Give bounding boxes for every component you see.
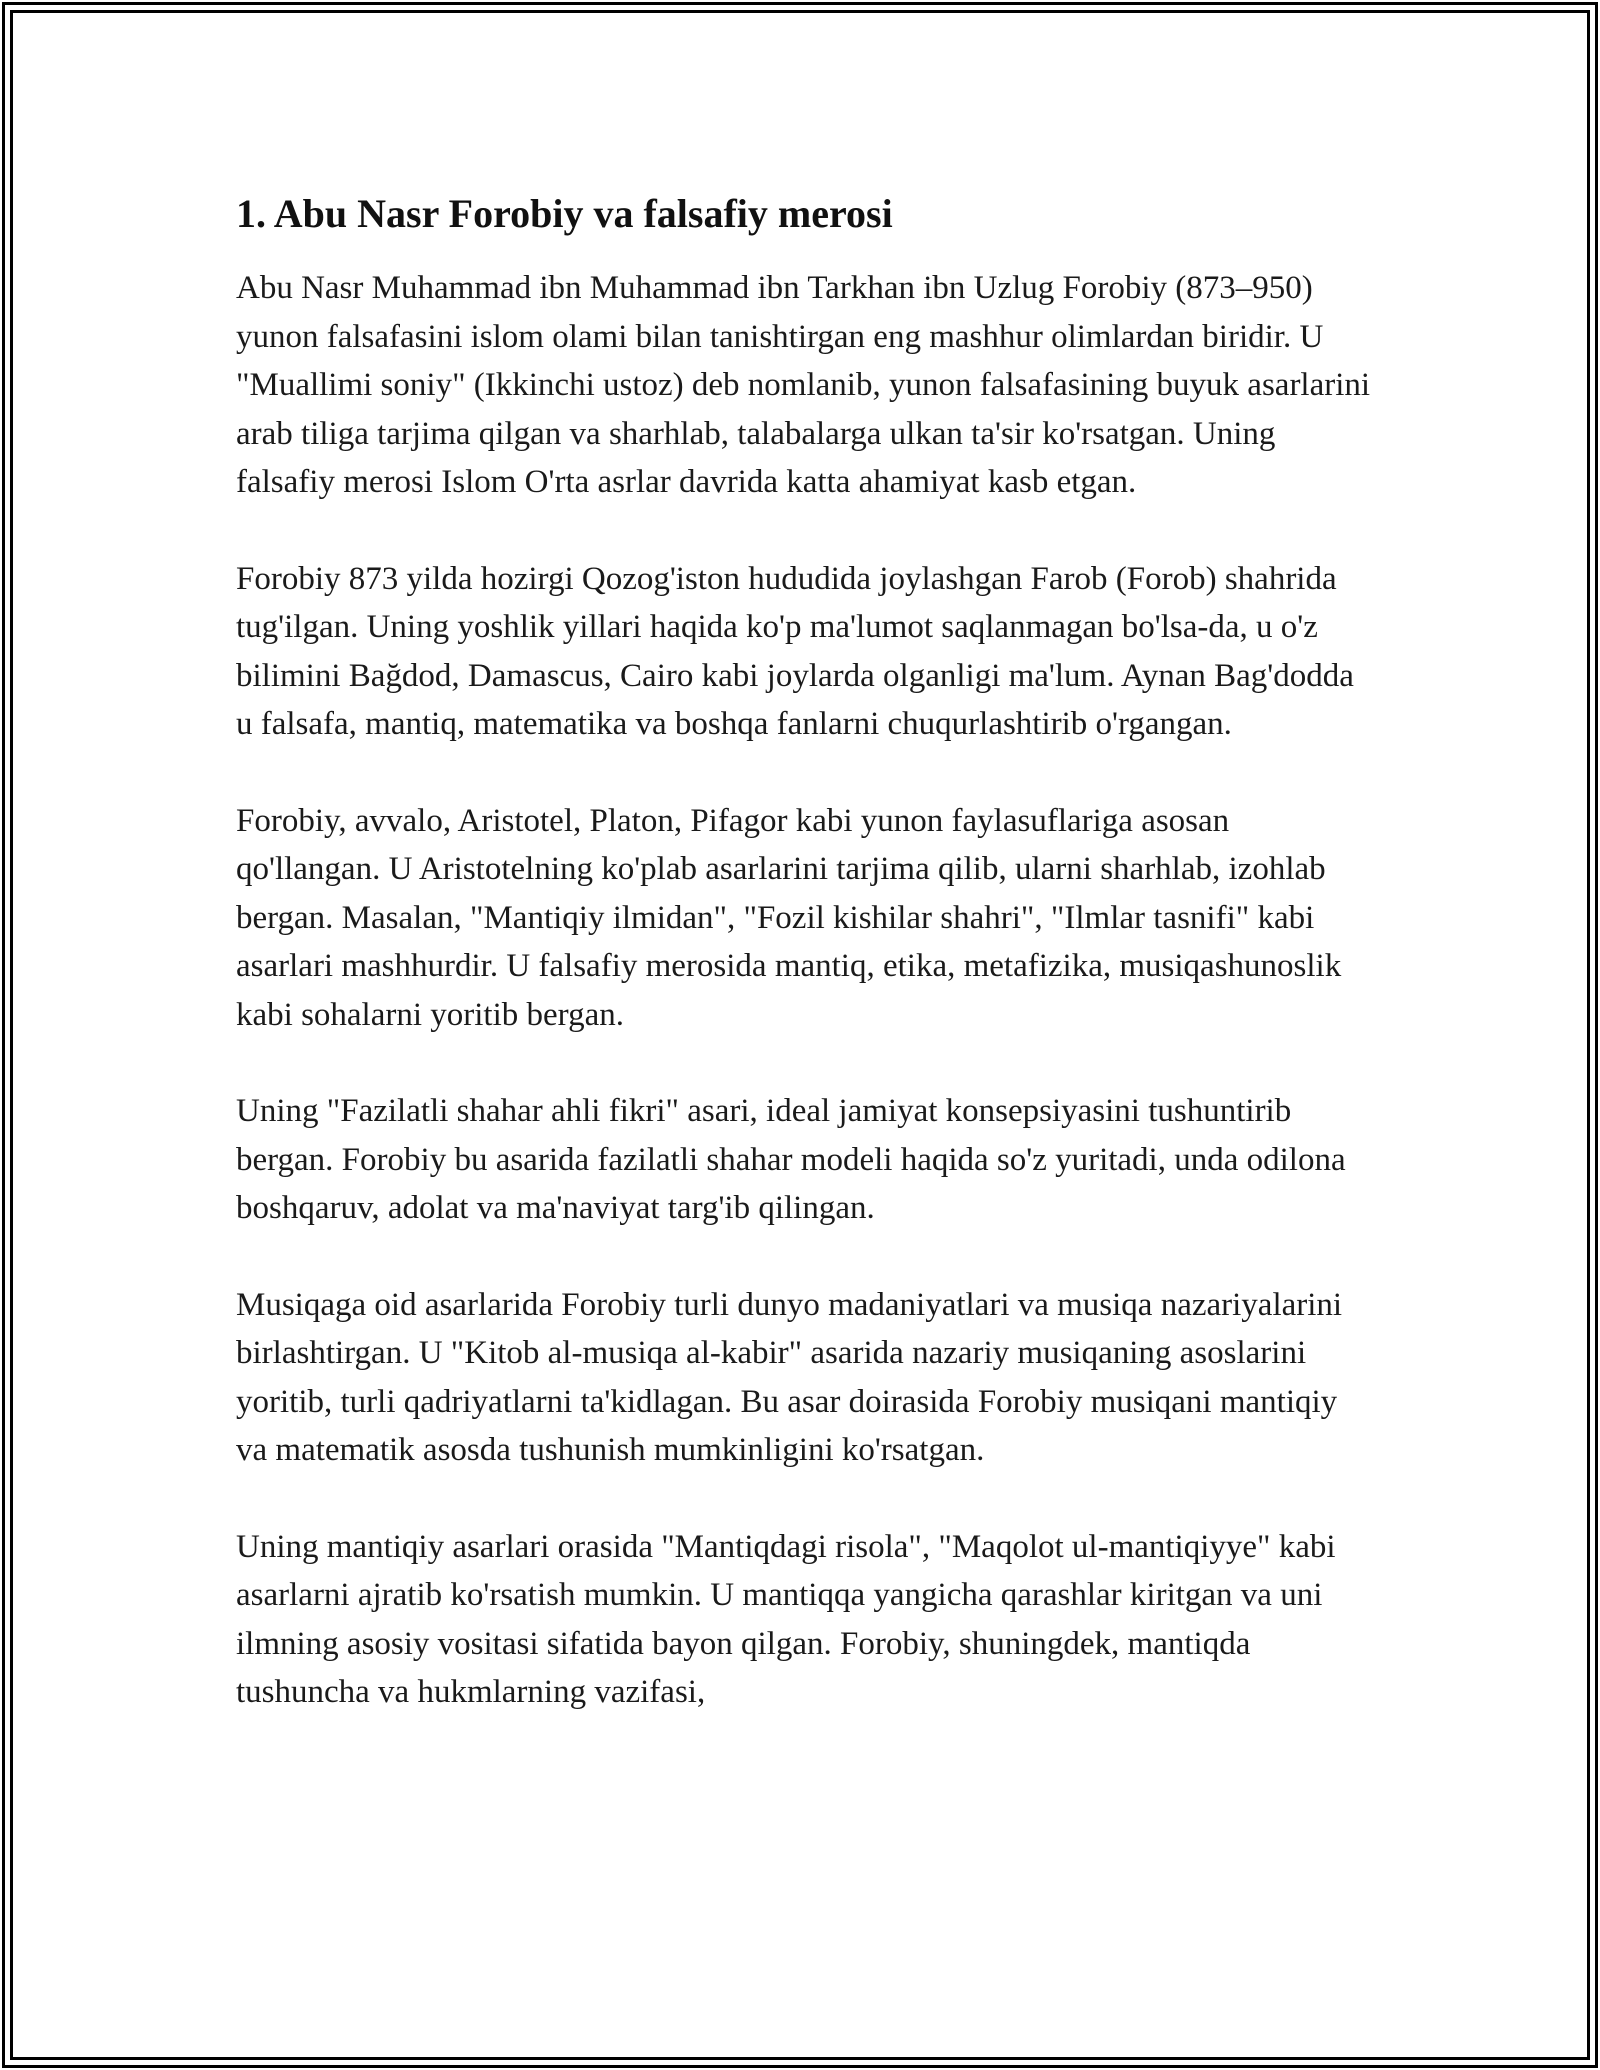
- paragraph-influences: Forobiy, avvalo, Aristotel, Platon, Pifagor kabi yunon faylasuflariga asosan qo'llangan. U Aristotelning ko'plab asarlarini tarjima qilib, ularni sharhlab, izohlab bergan. Masalan, "Mantiqiy ilmidan", "Fozil kishilar shahri", "Ilmlar tasnifi" kabi asarlari mashhurdir. U falsafiy merosida mantiq, etika, metafizika, musiqashunoslik kabi sohalarni yoritib bergan.: [236, 802, 1342, 1033]
- paragraph-music: Musiqaga oid asarlarida Forobiy turli dunyo madaniyatlari va musiqa nazariyalarini birlashtirgan. U "Kitob al-musiqa al-kabir" asarida nazariy musiqaning asoslarini yoritib, turli qadriyatlarni ta'kidlagan. Bu asar doirasida Forobiy musiqani mantiqiy va matematik asosda tushunish mumkinligini ko'rsatgan.: [236, 1286, 1343, 1468]
- paragraph-biography: Forobiy 873 yilda hozirgi Qozog'iston hududida joylashgan Farob (Forob) shahrida tug'ilgan. Uning yoshlik yillari haqida ko'p ma'lumot saqlanmagan bo'lsa-da, u o'z bilimini Bağdod, Damascus, Cairo kabi joylarda olganligi ma'lum. Aynan Bag'dodda u falsafa, mantiq, matematika va boshqa fanlarni chuqurlashtirib o'rgangan.: [236, 560, 1354, 742]
- paragraph-virtuous-city: Uning "Fazilatli shahar ahli fikri" asari, ideal jamiyat konsepsiyasini tushuntirib bergan. Forobiy bu asarida fazilatli shahar modeli haqida so'z yuritadi, unda odilona boshqaruv, adolat va ma'naviyat targ'ib qilingan.: [236, 1093, 1346, 1226]
- document-body: [236, 186, 1376, 1765]
- paragraph-intro: Abu Nasr Muhammad ibn Muhammad ibn Tarkhan ibn Uzlug Forobiy (873–950) yunon falsafasini islom olami bilan tanishtirgan eng mashhur olimlardan biridir. U "Muallimi soniy" (Ikkinchi ustoz) deb nomlanib, yunon falsafasining buyuk asarlarini arab tiliga tarjima qilgan va sharhlab, talabalarga ulkan ta'sir ko'rsatgan. Uning falsafiy merosi Islom O'rta asrlar davrida katta ahamiyat kasb etgan.: [236, 270, 1371, 500]
- paragraph-logic: Uning mantiqiy asarlari orasida "Mantiqdagi risola", "Maqolot ul-mantiqiyye" kabi asarlarni ajratib ko'rsatish mumkin. U mantiqqa yangicha qarashlar kiritgan va uni ilmning asosiy vositasi sifatida bayon qilgan. Forobiy, shuningdek, mantiqda tushuncha va hukmlarning vazifasi,: [236, 1528, 1336, 1710]
- section-heading: 1. Abu Nasr Forobiy va falsafiy merosi: [236, 191, 893, 236]
